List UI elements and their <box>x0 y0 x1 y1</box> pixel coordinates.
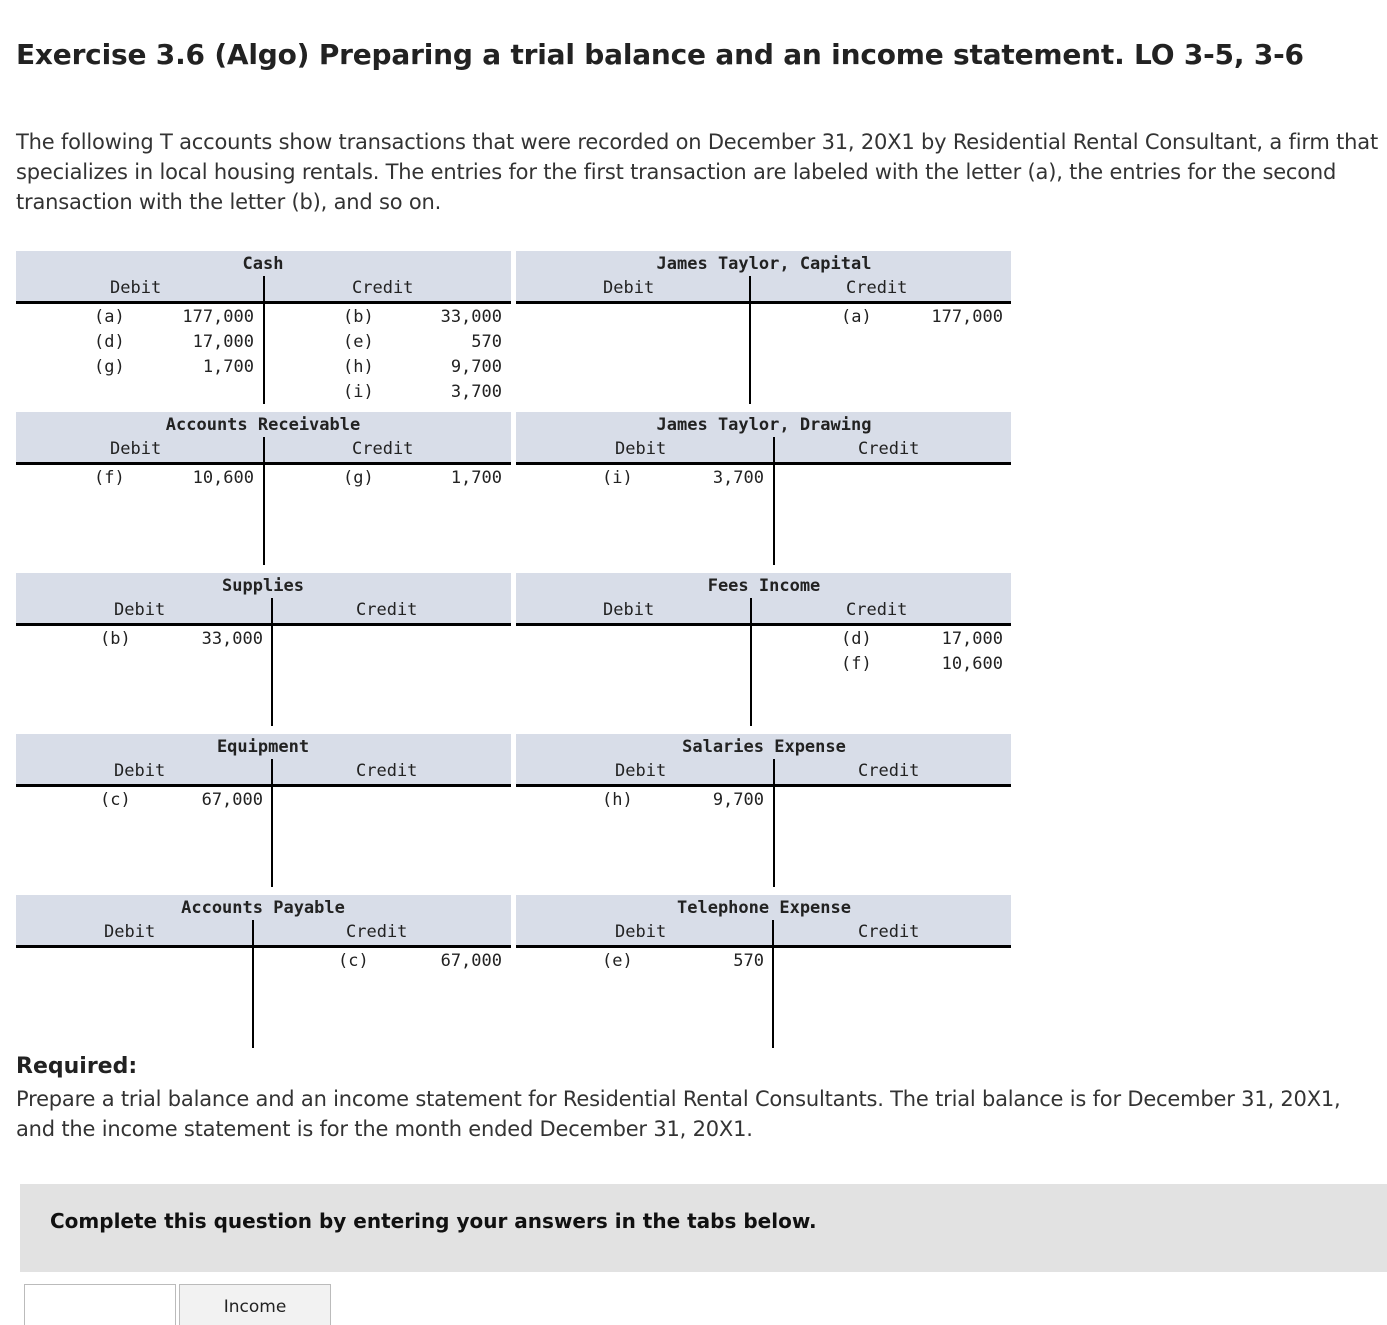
t-account-james-taylor-drawing <box>516 412 1011 565</box>
credit-entry-letter: (b) <box>343 307 374 327</box>
credit-entry-letter: (c) <box>338 951 369 971</box>
t-account-cash <box>16 251 511 404</box>
debit-entry <box>516 949 1011 974</box>
credit-entry <box>16 949 511 974</box>
account-name: James Taylor, Capital <box>656 254 872 274</box>
account-name: Fees Income <box>707 576 821 596</box>
t-account-divider <box>271 598 273 726</box>
debit-entry-amount: 570 <box>733 951 764 971</box>
debit-label: Debit <box>615 761 667 781</box>
t-account-divider <box>773 759 775 887</box>
debit-entry-letter: (g) <box>94 357 125 377</box>
t-account-divider <box>252 920 254 1048</box>
credit-entry <box>16 330 511 355</box>
t-account-james-taylor-capital <box>516 251 1011 404</box>
debit-label: Debit <box>603 278 655 298</box>
credit-label: Credit <box>846 600 908 620</box>
tab-income-label: Income <box>223 1297 287 1317</box>
debit-entry-amount: 17,000 <box>192 332 254 352</box>
debit-entry-amount: 33,000 <box>201 629 263 649</box>
credit-entry <box>516 652 1011 677</box>
debit-entry <box>516 466 1011 491</box>
credit-entry-amount: 570 <box>471 332 502 352</box>
credit-label: Credit <box>858 439 920 459</box>
debit-entry-letter: (d) <box>94 332 125 352</box>
exercise-title: Exercise 3.6 (Algo) Preparing a trial balance and an income statement. LO 3-5, 3-6 <box>16 38 1304 71</box>
t-account-divider <box>263 437 265 565</box>
credit-label: Credit <box>846 278 908 298</box>
account-name: James Taylor, Drawing <box>656 415 872 435</box>
credit-entry <box>516 305 1011 330</box>
credit-entry-letter: (e) <box>343 332 374 352</box>
account-name: Salaries Expense <box>682 737 846 757</box>
required-heading: Required: <box>16 1054 138 1079</box>
credit-entry-letter: (a) <box>841 307 872 327</box>
account-name: Supplies <box>222 576 304 596</box>
t-account-divider <box>749 276 751 404</box>
account-name: Accounts Receivable <box>165 415 361 435</box>
debit-label: Debit <box>615 439 667 459</box>
t-account-salaries-expense <box>516 734 1011 887</box>
debit-entry-letter: (e) <box>602 951 633 971</box>
debit-entry-letter: (f) <box>94 468 125 488</box>
debit-entry-amount: 67,000 <box>201 790 263 810</box>
credit-entry-letter: (d) <box>841 629 872 649</box>
credit-label: Credit <box>352 439 414 459</box>
credit-label: Credit <box>356 761 418 781</box>
credit-entry-letter: (g) <box>343 468 374 488</box>
credit-label: Credit <box>858 922 920 942</box>
debit-entry <box>516 788 1011 813</box>
debit-entry-letter: (b) <box>100 629 131 649</box>
t-account-telephone-expense <box>516 895 1011 1048</box>
credit-entry-amount: 33,000 <box>440 307 502 327</box>
tab-1[interactable] <box>24 1284 176 1325</box>
required-text: Prepare a trial balance and an income statement for Residential Rental Consultants. The trial balance is for December 31, 20X1, and the income statement is for the month ended December 31, 20X1. <box>16 1087 1341 1141</box>
debit-entry-amount: 1,700 <box>202 357 254 377</box>
credit-label: Credit <box>352 278 414 298</box>
credit-entry <box>16 466 511 491</box>
t-account-equipment <box>16 734 511 887</box>
credit-entry <box>16 305 511 330</box>
account-name: Accounts Payable <box>181 898 345 918</box>
debit-entry-amount: 10,600 <box>192 468 254 488</box>
credit-entry-amount: 10,600 <box>941 654 1003 674</box>
credit-entry <box>516 627 1011 652</box>
debit-entry-amount: 177,000 <box>182 307 254 327</box>
t-account-accounts-receivable <box>16 412 511 565</box>
debit-entry-letter: (c) <box>100 790 131 810</box>
debit-entry-amount: 9,700 <box>712 790 764 810</box>
credit-label: Credit <box>356 600 418 620</box>
instruction-text: Complete this question by entering your answers in the tabs below. <box>50 1209 817 1233</box>
debit-entry-letter: (h) <box>602 790 633 810</box>
credit-entry <box>16 380 511 405</box>
t-account-divider <box>773 437 775 565</box>
debit-entry <box>16 627 511 652</box>
account-name: Telephone Expense <box>677 898 851 918</box>
debit-label: Debit <box>104 922 156 942</box>
credit-entry-amount: 3,700 <box>450 382 502 402</box>
debit-entry-amount: 3,700 <box>712 468 764 488</box>
t-account-divider <box>772 920 774 1048</box>
credit-entry-letter: (i) <box>343 382 374 402</box>
credit-label: Credit <box>346 922 408 942</box>
t-account-divider <box>271 759 273 887</box>
tab-income[interactable] <box>179 1284 331 1325</box>
credit-entry-amount: 67,000 <box>440 951 502 971</box>
debit-entry-letter: (a) <box>94 307 125 327</box>
credit-entry-amount: 9,700 <box>450 357 502 377</box>
debit-entry-letter: (i) <box>602 468 633 488</box>
debit-label: Debit <box>603 600 655 620</box>
t-account-fees-income <box>516 573 1011 726</box>
credit-entry <box>16 355 511 380</box>
credit-entry-amount: 1,700 <box>450 468 502 488</box>
account-name: Equipment <box>216 737 310 757</box>
credit-entry-letter: (h) <box>343 357 374 377</box>
credit-entry-amount: 17,000 <box>941 629 1003 649</box>
credit-entry-amount: 177,000 <box>931 307 1003 327</box>
t-account-supplies <box>16 573 511 726</box>
debit-label: Debit <box>110 439 162 459</box>
debit-label: Debit <box>110 278 162 298</box>
intro-paragraph: The following T accounts show transactions that were recorded on December 31, 20X1 by Residential Rental Consultant, a firm that specializes in local housing rentals. The entries for the first transaction are labeled with the letter (a), the entries for the second transaction with the letter (b), and so on. <box>16 130 1378 214</box>
credit-entry-letter: (f) <box>841 654 872 674</box>
t-account-accounts-payable <box>16 895 511 1048</box>
account-name: Cash <box>242 254 284 274</box>
debit-entry <box>16 788 511 813</box>
instruction-banner <box>20 1184 1387 1272</box>
debit-label: Debit <box>114 761 166 781</box>
credit-label: Credit <box>858 761 920 781</box>
debit-label: Debit <box>114 600 166 620</box>
debit-label: Debit <box>615 922 667 942</box>
